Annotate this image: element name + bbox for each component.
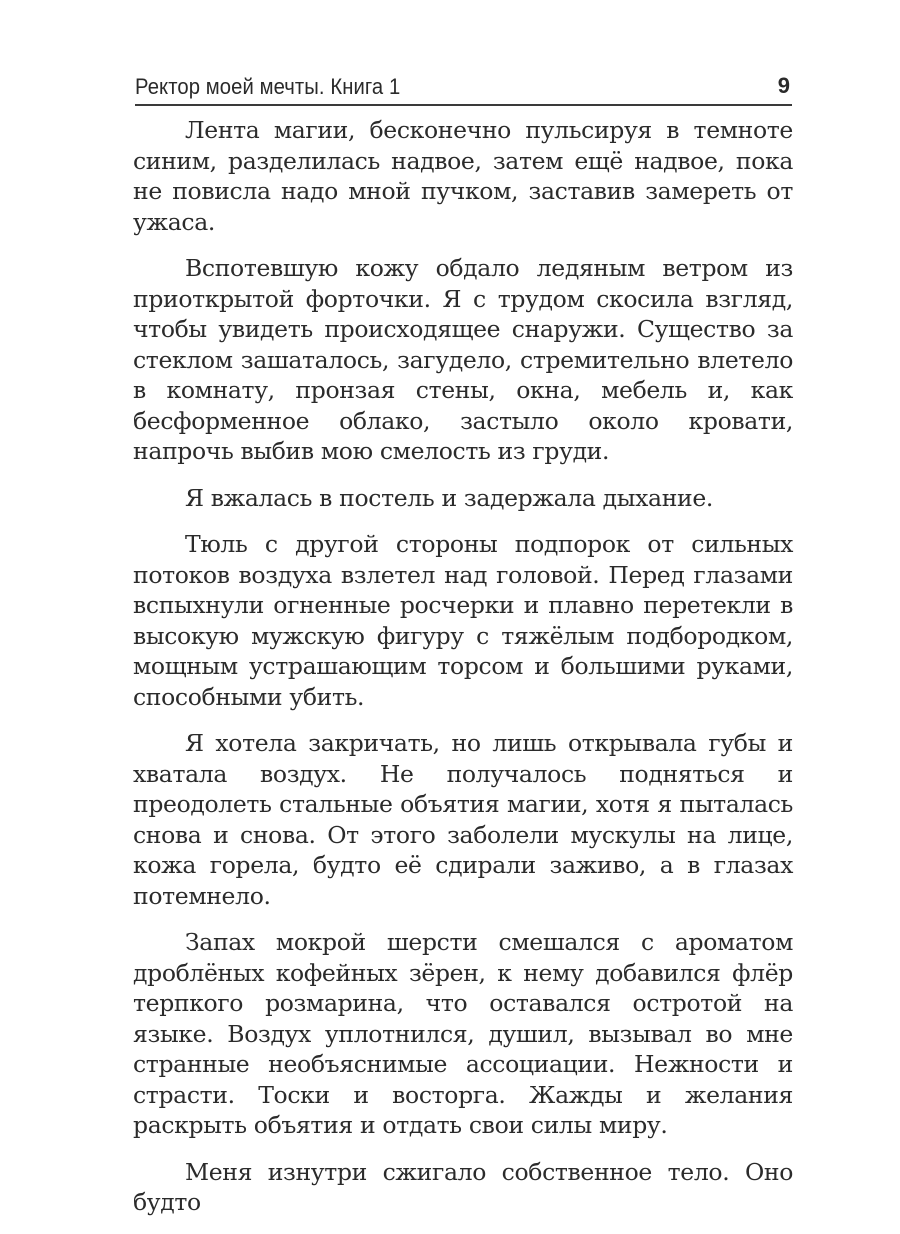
- paragraph: Я хотела закричать, но лишь открывала губы и хватала воздух. Не получалось подняться и преодолеть стальные объятия магии, хотя я пыталась снова и снова. От этого заболели мускулы на лице, кожа горела, будто её сдирали заживо, а в глазах потемнело.: [133, 729, 793, 910]
- paragraph: Лента магии, бесконечно пульсируя в темноте синим, разделилась надвое, затем ещё надвое, пока не повисла надо мной пучком, заставив замереть от ужаса.: [133, 116, 793, 236]
- body-text: [133, 115, 793, 1234]
- paragraph: Вспотевшую кожу обдало ледяным ветром из приоткрытой форточки. Я с трудом скосила взгляд, чтобы увидеть происходящее снаружи. Существо за стеклом зашаталось, загудело, стремительно влетело в комнату, пронзая стены, окна, мебель и, как бесформенное облако, застыло около кровати, напрочь выбив мою смелость из груди.: [133, 254, 793, 465]
- paragraph: Тюль с другой стороны подпорок от сильных потоков воздуха взлетел над головой. Перед глазами вспыхнули огненные росчерки и плавно перетекли в высокую мужскую фигуру с тяжёлым подбородком, мощным устрашающим торсом и большими руками, способными убить.: [133, 530, 793, 711]
- paragraph: Запах мокрой шерсти смешался с ароматом дроблёных кофейных зёрен, к нему добавился флёр терпкого розмарина, что оставался остротой на языке. Воздух уплотнился, душил, вызывал во мне странные необъяснимые ассоциации. Нежности и страсти. Тоски и восторга. Жажды и желания раскрыть объятия и отдать свои силы миру.: [133, 928, 793, 1139]
- running-header: [135, 72, 792, 106]
- running-title: Ректор моей мечты. Книга 1: [135, 74, 401, 99]
- page-number: 9: [777, 73, 790, 98]
- paragraph: Я вжалась в постель и задержала дыхание.: [185, 483, 714, 512]
- paragraph: Меня изнутри сжигало собственное тело. Оно будто: [133, 1157, 793, 1216]
